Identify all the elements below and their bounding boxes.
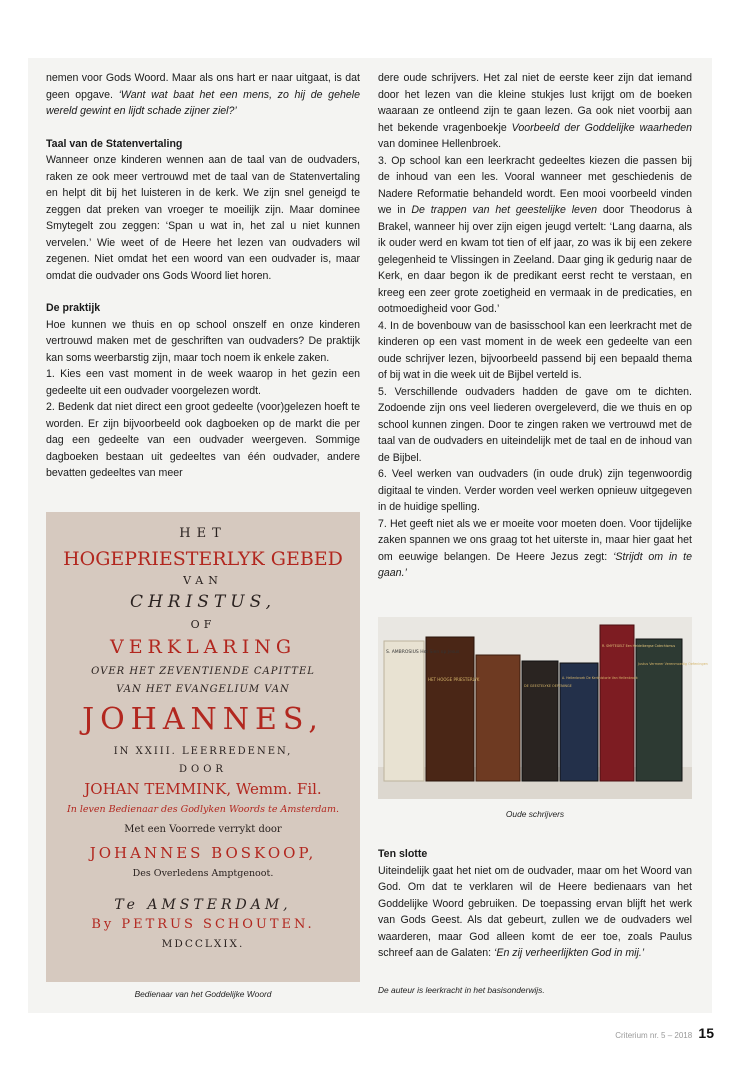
books-photo [378, 617, 708, 799]
item3-text-end: door Theodorus à Brakel, wanneer hij over zijn eigen jeugd vertelt: ‘Lang daarna, als ik ouder werd en kwam tot tien of elf jaar, zo was ik bij een zekere gelegenheid te Vlissingen in Zeeland. Daar ging ik gedurig naar de Kerk, en daar begon ik de predikant eerst recht te verstaan, en kreeg een zeer grote zoetigheid en vermaak in de predicaties, en ootmoedigheid voor God.’ [378, 204, 692, 315]
tp-year: MDCCLXIX. [161, 938, 245, 950]
publication-name: Criterium nr. 5 – 2018 [615, 1031, 693, 1040]
item7-text: 7. Het geeft niet als we er moeite voor moeten doen. Voor tijdelijke zaken spannen we ons graag tot het uiterste in, maar hier gaat het om eeuwige belangen. De Heere Jezus zegt: [378, 517, 692, 563]
list-item-2-continued [378, 70, 692, 153]
tp-bedienaar: In leven Bedienaar des Godlyken Woords te Amsterdam. [67, 804, 339, 815]
spine-6-label: Justus Vermeer Verenmoedig Oefeningen [638, 662, 708, 666]
list-item-7 [378, 516, 692, 582]
ten-slotte-quote: ‘En zij verheerlijkten God in mij.’ [494, 947, 645, 959]
tp-boskoop: JOHANNES BOSKOOP, [89, 844, 317, 862]
right-column-bottom [378, 846, 692, 962]
author-note: De auteur is leerkracht in het basisonderwijs. [378, 985, 545, 995]
tp-evangelium: VAN HET EVANGELIUM VAN [116, 684, 290, 695]
intro-paragraph [46, 70, 360, 120]
tp-leerredenen: IN XXIII. LEERREDENEN, [113, 746, 293, 757]
tp-amsterdam: Te AMSTERDAM, [114, 897, 292, 913]
section-text-statenvertaling: Wanneer onze kinderen wennen aan de taal van de oudvaders, raken ze ook meer vertrouwd met de taal van de Statenvertaling en helpt dit bij het luisteren in de kerk. We zijn snel geneigd te zeggen dat preken van vroeger te moeilijk zijn. Maar dominee Smytegelt zou zeggen: ‘Span u wat in, het zal u niet kunnen vervelen.’ Wie weet of de Heere het lezen van oudvaders wil zegenen. Niet omdat het een woord van een oudvader is, maar omdat die oudvader ons Gods Woord liet horen. [46, 154, 360, 282]
spine-5-label: R. SMYTEGELT Een Heidelbergse Catechismus [602, 644, 676, 648]
page-number: 15 [698, 1025, 714, 1041]
spine-2-label: HET HOOGE PRIESTERLYK [428, 677, 480, 682]
left-column [46, 70, 360, 482]
tp-van: VAN [183, 574, 223, 587]
ten-slotte-text: Uiteindelijk gaat het niet om de oudvader, maar om het Woord van God. Om dat te verklaren wil de Heere bedienaars van het Goddelijke Woord gebruiken. De toepassing ervan blijft het werk van Gods Geest. Als dat gebeurt, zullen we de oudvaders wel waarderen, maar God alleen komt de eer toe, zoals Paulus schreef aan de Galaten: [378, 864, 692, 959]
section-heading-praktijk: De praktijk [46, 302, 101, 314]
item2-cont-end: van dominee Hellenbroek. [378, 138, 502, 150]
section-heading-statenvertaling: Taal van de Statenvertaling [46, 137, 183, 150]
section-text-praktijk: Hoe kunnen we thuis en op school onszelf en onze kinderen vertrouwd maken met de geschriften van oudvaders? De praktijk kan soms weerbarstig zijn, maar toch noem ik enkele zaken. [46, 318, 360, 364]
tp-christus: CHRISTUS, [129, 592, 277, 612]
item3-text: 3. Op school kan een leerkracht gedeeltes kiezen die passen bij de inhoud van een les. Vooral wanneer met geschiedenis de Nadere Reformatie behandeld wordt. Een mooi voorbeeld vinden we in [378, 154, 692, 216]
spine-3-label: DE GEESTELYKE OEFENINGE [524, 684, 572, 688]
list-item-1: 1. Kies een vast moment in de week waarop in het gezin een gedeelte uit een oudvader voorgelezen wordt. [46, 368, 360, 397]
tp-voorrede: Met een Voorrede verrykt door [124, 824, 282, 835]
spine-4-label: A. Hellenbroek De Kerkhistorie Van Hellenbroek [562, 676, 638, 680]
tp-amptgenoot: Des Overledens Amptgenoot. [132, 868, 274, 879]
tp-gebed: HOGEPRIESTERLYK GEBED [63, 548, 343, 570]
page-footer [615, 1025, 714, 1041]
list-item-5: 5. Verschillende oudvaders hadden de gave om te dichten. Zodoende zijn ons veel liederen overgeleverd, die we thuis en op school kunnen zingen. Door te zingen raken we vertrouwd met de taal van de oudvaders en uiteindelijk met de taal en de inhoud van de Bijbel. [378, 385, 692, 464]
tp-of: OF [190, 618, 216, 631]
books-illustration [378, 617, 708, 799]
spine-1-label: S. AMBROSIUS Het Sien op Jesus [386, 650, 460, 655]
intro-text: nemen voor Gods Woord. Maar als ons hart er naar uitgaat, is dat geen opgave. [46, 72, 360, 101]
list-item-4: 4. In de bovenbouw van de basisschool kan een leerkracht met de kinderen op een vast moment in de week een gedeelte van een oude schrijver lezen, bijvoorbeeld passend bij een bepaald thema of bij wat in die week uit de Bijbel verteld is. [378, 319, 692, 381]
item2-cont-text: dere oude schrijvers. Het zal niet de eerste keer zijn dat iemand door het lezen van die kleine stukjes lust krijgt om de boeken waaraan ze ontleend zijn te gaan lezen. Ga ook niet voorbij aan het bekende vragenboekje [378, 72, 692, 134]
list-item-3 [378, 153, 692, 318]
tp-capittel: OVER HET ZEVENTIENDE CAPITTEL [91, 666, 315, 677]
section-text-ten-slotte [378, 863, 692, 962]
intro-quote: ‘Want wat baat het een mens, zo hij de gehele wereld gewint en lijdt schade zijner ziel?’ [46, 88, 360, 117]
list-item-2: 2. Bedenk dat niet direct een groot gedeelte (voor)gelezen hoeft te worden. Er zijn bijvoorbeeld ook dagboeken op de markt die per dag een gedeelte van een oudvader weergeven. Sommige dagboeken bestaan uit gedeeltes van één oudvader, andere bevatten gedeeltes van meer [46, 401, 360, 479]
books-caption: Oude schrijvers [505, 809, 565, 819]
tp-verklaring: VERKLARING [109, 636, 297, 658]
tp-door: DOOR [179, 764, 227, 775]
item7-quote: ‘Strijdt om in te gaan.’ [378, 550, 693, 579]
tp-temmink: JOHAN TEMMINK, Wemm. Fil. [84, 780, 322, 798]
tp-het: HET [179, 526, 227, 541]
tp-schouten: By PETRUS SCHOUTEN. [91, 917, 315, 932]
right-column [378, 70, 692, 582]
item2-book-title: Voorbeeld der Goddelijke waarheden [511, 121, 692, 134]
tp-johannes: JOHANNES, [82, 702, 324, 737]
item3-book-title: De trappen van het geestelijke leven [411, 204, 598, 216]
title-page-caption: Bedienaar van het Goddelijke Woord [134, 989, 272, 999]
list-item-6: 6. Veel werken van oudvaders (in oude druk) zijn tegenwoordig digitaal te vinden. Verder worden veel werken opnieuw uitgegeven in de huidige spelling. [378, 468, 692, 513]
title-page-photo [46, 512, 360, 982]
section-heading-ten-slotte: Ten slotte [378, 848, 428, 860]
